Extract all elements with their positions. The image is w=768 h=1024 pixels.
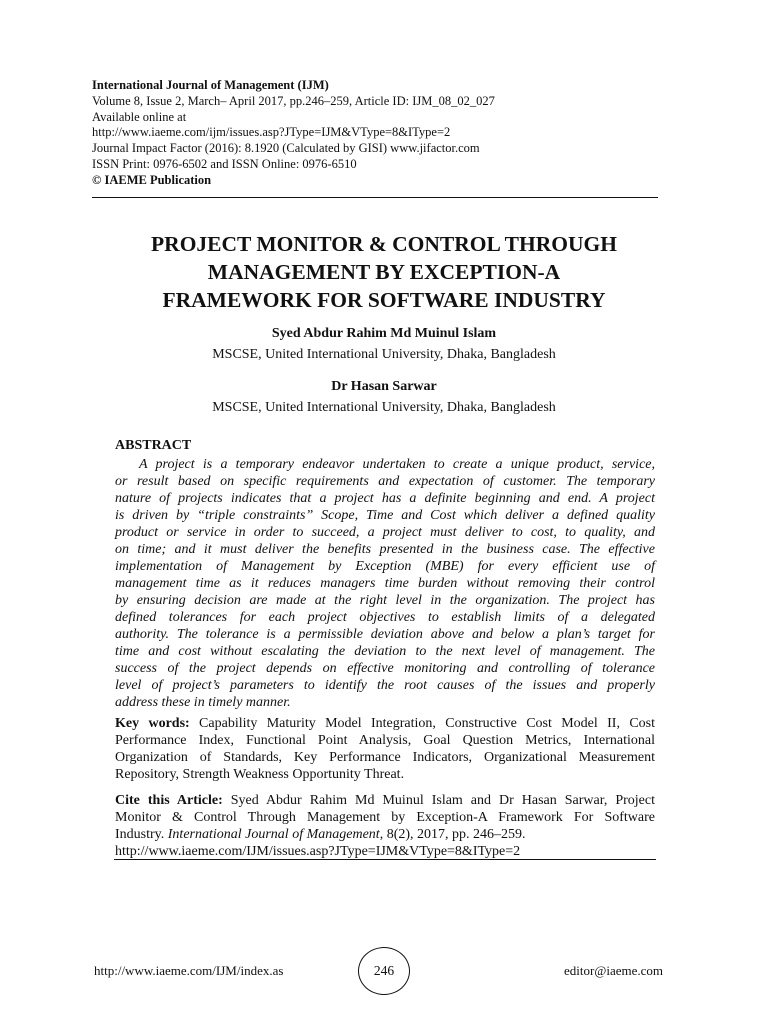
cite-journal: International Journal of Management: [167, 827, 380, 842]
title-line: PROJECT MONITOR & CONTROL THROUGH: [151, 232, 617, 256]
abstract-line: by ensuring decision are made at the right level in the organization. The project has: [115, 593, 655, 608]
cite-label: Cite this Article:: [115, 793, 223, 808]
citation-block: [115, 792, 655, 860]
keywords-label: Key words:: [115, 716, 190, 731]
abstract-line: time and cost without escalating the deviation to the next level of management. The: [115, 644, 655, 659]
keywords-text: Organization of Standards, Key Performance Indicators, Organizational Measurement: [115, 750, 655, 765]
cite-text: Industry.: [115, 827, 168, 842]
volume-info: Volume 8, Issue 2, March– April 2017, pp.246–259, Article ID: IJM_08_02_027: [92, 93, 495, 108]
journal-header: [92, 78, 660, 189]
abstract-line: level of project’s parameters to identify the root causes of the issues and properly: [115, 678, 655, 693]
abstract-line: success of the project depends on effective monitoring and controlling of tolerance: [115, 661, 655, 676]
journal-url: http://www.iaeme.com/ijm/issues.asp?JType=IJM&VType=8&IType=2: [92, 125, 451, 140]
cite-url[interactable]: http://www.iaeme.com/IJM/issues.asp?JType=IJM&VType=8&IType=2: [115, 844, 521, 859]
abstract-line: product or service in order to succeed, a project must deliver to cost, to quality, and: [115, 525, 655, 540]
author-name: Syed Abdur Rahim Md Muinul Islam: [271, 326, 497, 341]
abstract-body: [115, 456, 655, 711]
keywords-block: [115, 715, 655, 783]
abstract-line: nature of projects indicates that a project has a definite beginning and end. A project: [115, 491, 655, 506]
page-number: 246: [373, 963, 395, 978]
cite-text: Monitor & Control Through Management by Exception-A Framework For Software: [115, 810, 655, 825]
abstract-line: A project is a temporary endeavor undertaken to create a unique product, service,: [139, 457, 655, 472]
abstract-line: management time as it reduces managers time burden without removing their control: [115, 576, 655, 591]
publisher: © IAEME Publication: [92, 172, 212, 187]
keywords-text: Performance Index, Functional Point Analysis, Goal Question Metrics, International: [115, 733, 655, 748]
page-number-circle: [358, 947, 410, 995]
issn-info: ISSN Print: 0976-6502 and ISSN Online: 0976-6510: [92, 156, 357, 171]
footer-url[interactable]: http://www.iaeme.com/IJM/index.as: [94, 963, 284, 978]
abstract-heading: ABSTRACT: [115, 438, 192, 453]
keywords-text: Capability Maturity Model Integration, Constructive Cost Model II, Cost: [189, 716, 655, 731]
citation-divider: [114, 859, 656, 860]
abstract-line: authority. The tolerance is a permissible deviation above and below a plan’s target for: [115, 627, 655, 642]
footer-email[interactable]: editor@iaeme.com: [564, 963, 663, 978]
cite-text: , 8(2), 2017, pp. 246–259.: [379, 827, 526, 842]
impact-factor: Journal Impact Factor (2016): 8.1920 (Calculated by GISI) www.jifactor.com: [92, 141, 480, 156]
title-line: MANAGEMENT BY EXCEPTION-A: [207, 260, 561, 284]
abstract-line: implementation of Management by Exception (MBE) for every efficient use of: [115, 559, 655, 574]
author-affiliation: MSCSE, United International University, Dhaka, Bangladesh: [212, 347, 556, 362]
abstract-line: address these in timely manner.: [115, 695, 291, 710]
abstract-line: is driven by “triple constraints” Scope, Time and Cost which deliver a defined quality: [115, 508, 655, 523]
author-name: Dr Hasan Sarwar: [331, 379, 437, 394]
cite-text: Syed Abdur Rahim Md Muinul Islam and Dr Hasan Sarwar, Project: [222, 793, 655, 808]
paper-title: [92, 230, 676, 314]
author-affiliation: MSCSE, United International University, Dhaka, Bangladesh: [212, 400, 556, 415]
keywords-text: Repository, Strength Weakness Opportunity Threat.: [115, 767, 405, 782]
title-line: FRAMEWORK FOR SOFTWARE INDUSTRY: [162, 288, 606, 312]
header-divider: [92, 197, 658, 198]
abstract-line: on time; and it must deliver the benefits presented in the business case. The effective: [115, 542, 655, 557]
abstract-line: defined tolerances for each project objectives to establish limits of a delegated: [115, 610, 655, 625]
journal-name: International Journal of Management (IJM): [92, 78, 329, 92]
abstract-line: or result based on specific requirements and expectation of customer. The temporary: [115, 474, 655, 489]
available-online: Available online at: [92, 109, 187, 124]
